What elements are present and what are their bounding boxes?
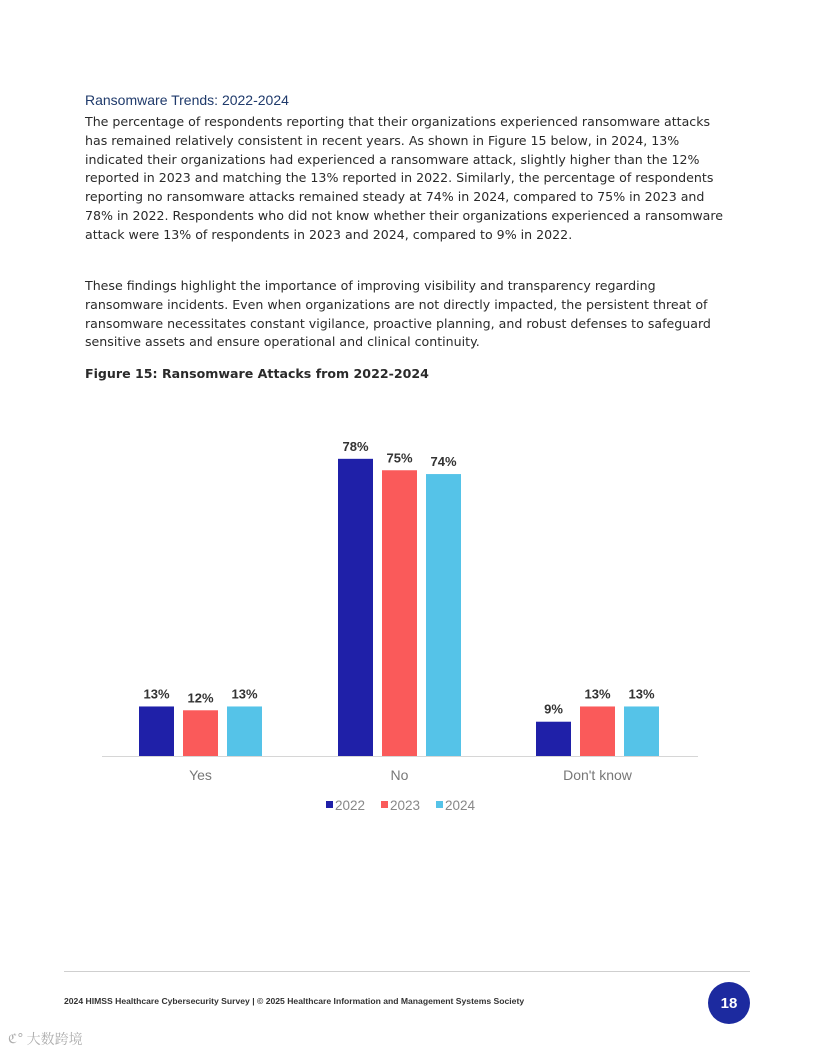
bar-2024-2 xyxy=(624,706,659,756)
category-label: Yes xyxy=(189,767,212,783)
data-label: 75% xyxy=(386,450,413,466)
data-label: 13% xyxy=(231,686,258,702)
section-heading: Ransomware Trends: 2022-2024 xyxy=(85,92,289,108)
bar-2023-2 xyxy=(580,706,615,756)
page-number-badge: 18 xyxy=(708,982,750,1024)
bar-2024-1 xyxy=(426,474,461,756)
bar-2023-1 xyxy=(382,470,417,756)
bar-2022-1 xyxy=(338,459,373,756)
footer-text: 2024 HIMSS Healthcare Cybersecurity Survey | © 2025 Healthcare Information and Management Systems Society xyxy=(64,996,525,1006)
bar-2024-0 xyxy=(227,706,262,756)
bar-2022-2 xyxy=(536,722,571,756)
body-paragraph: These findings highlight the importance of improving visibility and transparency regarding ransomware incidents. Even when organizations are not directly impacted, the persistent threat of ransomware necessitates constant vigilance, proactive planning, and robust defenses to safeguard sensitive assets and ensure operational and clinical continuity. xyxy=(85,278,711,350)
watermark-logo-icon: ℭ° xyxy=(8,1031,24,1047)
data-label: 12% xyxy=(187,690,214,706)
figure-caption: Figure 15: Ransomware Attacks from 2022-2024 xyxy=(85,366,429,381)
category-label: No xyxy=(390,767,409,783)
watermark-text: 大数跨境 xyxy=(26,1032,83,1048)
category-label: Don't know xyxy=(563,767,632,783)
bar-2022-0 xyxy=(139,706,174,756)
legend-label: 2022 xyxy=(335,798,366,813)
data-label: 13% xyxy=(584,686,611,702)
data-label: 13% xyxy=(143,686,170,702)
data-label: 74% xyxy=(430,454,457,470)
legend-label: 2023 xyxy=(390,798,421,813)
legend-swatch xyxy=(381,801,388,808)
footer-divider xyxy=(64,971,750,972)
legend-swatch xyxy=(436,801,443,808)
data-label: 78% xyxy=(342,438,369,454)
watermark xyxy=(8,1029,83,1049)
bar-2023-0 xyxy=(183,710,218,756)
data-label: 13% xyxy=(628,686,655,702)
legend-swatch xyxy=(326,801,333,808)
body-paragraph: The percentage of respondents reporting that their organizations experienced ransomware attacks has remained relatively consistent in recent years. As shown in Figure 15 below, in 2024, 13% indicated their organizations had experienced a ransomware attack, slightly higher than the 12% reported in 2023 and matching the 13% reported in 2022. Similarly, the percentage of respondents reporting no ransomware attacks remained steady at 74% in 2024, compared to 75% in 2023 and 78% in 2022. Respondents who did not know whether their organizations experienced a ransomware attack were 13% of respondents in 2023 and 2024, compared to 9% in 2022. xyxy=(85,114,724,242)
data-label: 9% xyxy=(544,701,563,717)
legend-label: 2024 xyxy=(445,798,476,813)
